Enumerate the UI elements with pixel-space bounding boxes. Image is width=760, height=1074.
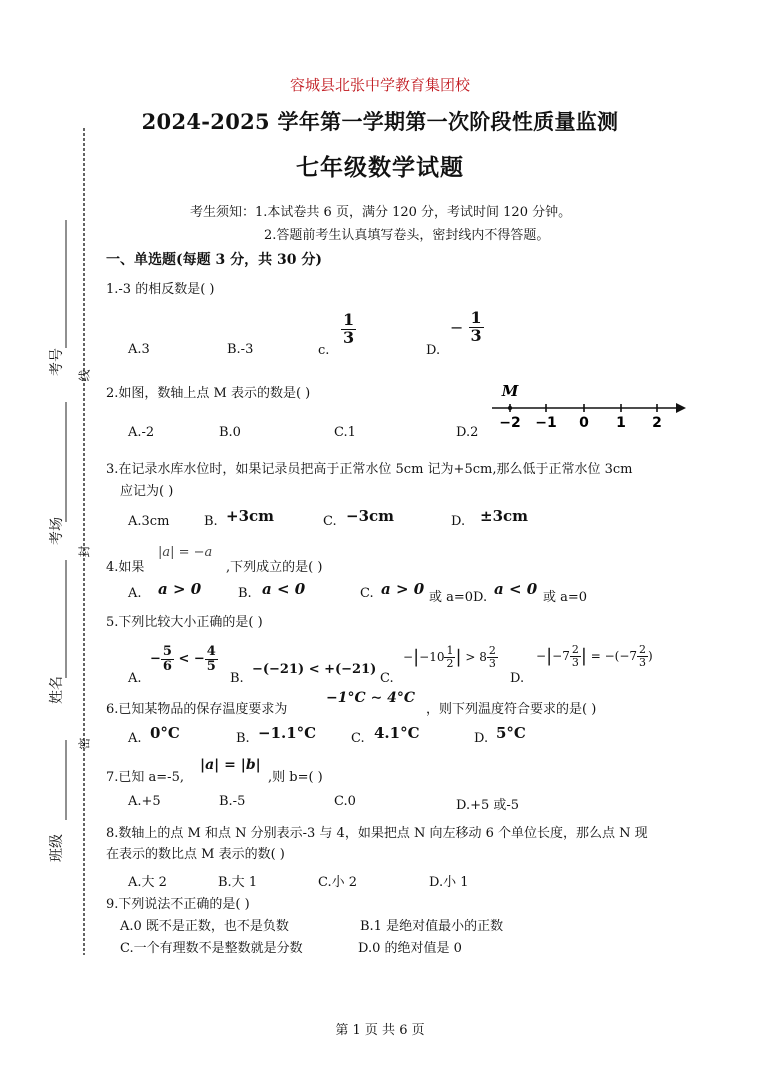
question-6-stem-pre: 6.已知某物品的保存温度要求为 (106, 702, 288, 717)
question-8-stem-line2: 在表示的数比点 M 表示的数( ) (106, 847, 285, 862)
q4-option-b-math: a < 0 (262, 580, 306, 598)
question-1-stem: 1.-3 的相反数是( ) (106, 282, 215, 297)
seal-mark-feng: 封 (77, 545, 92, 558)
q3-option-c-label: C. (323, 514, 337, 529)
seal-mark-mi: 密 (77, 737, 92, 750)
q4-option-b-label: B. (238, 586, 252, 601)
q6-option-c-math: 4.1°C (374, 724, 420, 742)
q4-option-a-label: A. (128, 586, 142, 601)
q6-option-d-math: 5°C (496, 724, 526, 742)
question-4-stem-pre: 4.如果 (106, 560, 145, 575)
number-line-figure (488, 380, 698, 432)
q6-option-d-label: D. (474, 731, 489, 746)
q5-option-c-label: C. (380, 671, 394, 686)
q6-option-b-label: B. (236, 731, 250, 746)
q3-option-a: A.3cm (128, 514, 170, 529)
q8-option-b: B.大 1 (218, 875, 258, 890)
q5-option-d-math: −|−7 $\frac{2}{3}$ | = −(−7 $\frac{2}{3}$ ) (536, 643, 653, 669)
exam-title: 2024-2025 学年第一学期第一次阶段性质量监测 (141, 109, 619, 134)
q1-option-c-label: c. (318, 343, 330, 358)
side-label-name: 姓名 (49, 676, 65, 704)
fraction-numerator: 1 (343, 310, 355, 329)
q4-option-d-math: a < 0 (494, 580, 538, 598)
fraction-denominator: 3 (470, 325, 482, 345)
question-7-stem-math: |a| = |b| (200, 757, 261, 773)
q3-option-c-math: −3cm (346, 507, 395, 525)
q3-option-d-label: D. (451, 514, 466, 529)
q6-option-b-math: −1.1°C (258, 724, 317, 742)
question-6-stem-post: ，则下列温度符合要求的是( ) (426, 702, 597, 717)
side-label-exam-room: 考场 (49, 517, 65, 545)
q6-option-a-label: A. (128, 731, 142, 746)
question-3-stem-line1: 3.在记录水库水位时，如果记录员把高于正常水位 5cm 记为+5cm,那么低于正常水位 3cm (106, 462, 633, 477)
q5-option-c-math: −|−10 $\frac{1}{2}$ | > 8 $\frac{2}{3}$ (403, 644, 496, 670)
q5-option-b-label: B. (230, 671, 244, 686)
notice-line-2: 2.答题前考生认真填写卷头，密封线内不得答题。 (264, 228, 550, 243)
school-name: 容城县北张中学教育集团校 (289, 76, 470, 94)
q9-option-c: C.一个有理数不是整数就是分数 (120, 941, 303, 956)
q9-option-b: B.1 是绝对值最小的正数 (360, 919, 504, 934)
q1-option-a: A.3 (128, 342, 150, 357)
q7-option-c: C.0 (334, 794, 356, 809)
tick-label-neg2: −2 (499, 415, 521, 431)
exam-subtitle: 七年级数学试题 (296, 154, 464, 181)
q1-option-d-label: D. (426, 343, 441, 358)
notice-line-1: 考生须知：1.本试卷共 6 页，满分 120 分，考试时间 120 分钟。 (190, 205, 572, 220)
q2-option-d: D.2 (456, 425, 479, 440)
q3-option-b-label: B. (204, 514, 218, 529)
seal-mark-xian: 线 (77, 369, 92, 382)
q3-option-b-math: +3cm (226, 507, 275, 525)
q5-option-b-math: −(−21) < +(−21) (252, 662, 377, 677)
q9-option-a: A.0 既不是正数，也不是负数 (120, 919, 289, 934)
q6-option-c-label: C. (351, 731, 365, 746)
fraction-numerator: 1 (470, 308, 482, 327)
question-7-stem-pre: 7.已知 a=-5, (106, 770, 184, 785)
q4-option-c-math: a > 0 (381, 580, 425, 598)
section-heading: 一、单选题(每题 3 分，共 30 分) (106, 252, 322, 268)
side-label-class: 班级 (49, 834, 65, 862)
q1-option-b: B.-3 (227, 342, 254, 357)
tick-label-neg1: −1 (535, 415, 557, 431)
q2-option-b: B.0 (219, 425, 241, 440)
q1-option-c-fraction (341, 312, 356, 347)
question-7-stem-post: ,则 b=( ) (268, 770, 323, 785)
side-label-exam-no: 考号 (49, 348, 65, 376)
q7-option-a: A.+5 (128, 794, 161, 809)
question-6-stem-math: −1°C ∼ 4°C (326, 690, 415, 706)
q2-option-a: A.-2 (128, 425, 155, 440)
question-9-stem: 9.下列说法不正确的是( ) (106, 897, 250, 912)
question-8-stem-line1: 8.数轴上的点 M 和点 N 分别表示-3 与 4，如果把点 N 向左移动 6 个单位长度，那么点 N 现 (106, 826, 648, 841)
q4-option-d-post: 或 a=0 (543, 590, 588, 605)
question-4-stem-post: ,下列成立的是( ) (226, 560, 323, 575)
fraction-denominator: 3 (343, 327, 355, 347)
q4-option-c-post: 或 a=0D. (429, 590, 488, 605)
q5-option-a-label: A. (128, 671, 142, 686)
q4-option-c-label: C. (360, 586, 374, 601)
q2-option-c: C.1 (334, 425, 356, 440)
q9-option-d: D.0 的绝对值是 0 (358, 941, 462, 956)
question-4-stem-math: |a| = −a (158, 545, 213, 560)
q4-option-a-math: a > 0 (158, 580, 202, 598)
q5-option-a-math: − $\frac{5}{6}$ < − $\frac{4}{5}$ (150, 644, 216, 674)
q5-option-d-label: D. (510, 671, 525, 686)
page-footer: 第 1 页 共 6 页 (335, 1023, 425, 1038)
tick-label-1: 1 (616, 415, 626, 431)
q8-option-d: D.小 1 (429, 875, 469, 890)
minus-sign: − (450, 317, 464, 337)
tick-label-2: 2 (652, 415, 662, 431)
question-2-stem: 2.如图，数轴上点 M 表示的数是( ) (106, 386, 311, 401)
q8-option-c: C.小 2 (318, 875, 358, 890)
q3-option-d-math: ±3cm (480, 507, 529, 525)
question-5-stem: 5.下列比较大小正确的是( ) (106, 615, 263, 630)
question-3-stem-line2: 应记为( ) (120, 484, 174, 499)
tick-label-0: 0 (579, 415, 589, 431)
q7-option-d: D.+5 或-5 (456, 798, 520, 813)
q8-option-a: A.大 2 (128, 875, 167, 890)
q6-option-a-math: 0°C (150, 724, 180, 742)
point-m-label: M (501, 382, 519, 400)
q1-option-d-fraction (450, 310, 484, 345)
q7-option-b: B.-5 (219, 794, 246, 809)
